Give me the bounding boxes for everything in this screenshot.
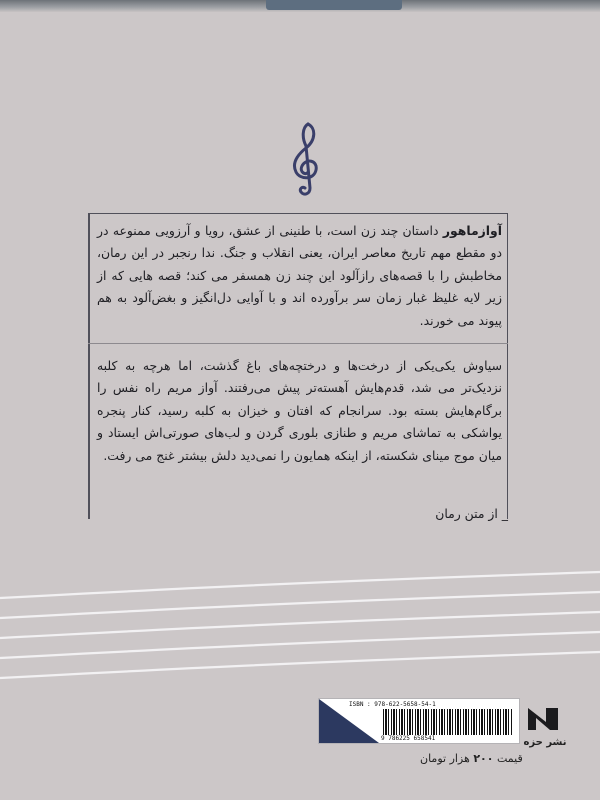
price-suffix: هزار تومان [420,752,470,765]
blurb-paragraph-excerpt: سیاوش یکی‌یکی از درخت‌ها و درختچه‌های باغ گذشت، اما هرچه به کلبه نزدیک‌تر می شد، قدم‌هایش آهسته‌تر پیش می‌رفتند. آواز مریم راه نفس را برگام‌هایش بسته بود. سرانجام که افتان و خیزان به کلبه رسید، کنار پنجره یواشکی به تماشای مریم و طنازی بلوری گردن و لب‌های صورتی‌اش ایستاد و میان موج مینای شکسته، از اینکه همایون را نمی‌دید دلش بیشتر غنج می رفت. [97,358,502,463]
price-value: ۲۰۰ [473,752,494,765]
top-band [0,0,600,12]
publisher-name: نشر حزه [523,737,567,748]
isbn-barcode-box [318,698,520,744]
excerpt-source: _ از متن رمان [435,506,508,521]
frame-left-edge [89,214,90,519]
publisher-logo-icon [524,704,562,734]
spine-mark [266,0,402,10]
novel-title: آوازماهور [442,223,502,238]
price-prefix: قیمت [496,752,523,765]
music-staff [0,560,600,700]
barcode [383,709,513,735]
summary-text: داستان چند زن است، با طنینی از عشق، رویا و آرزویی ممنوعه در دو مقطع مهم تاریخ معاصر ایران، یعنی انقلاب و جنگ. ندا رنجبر در این رمان، مخاطبش را با قصه‌های رازآلود این چند زن همسفر می کند؛ قصه هایی که از زیر لایه غلیظ غبار زمان سر برآورده اند و با آوایی دل‌انگیز و بغض‌آلود به هم پیوند می خورند. [97,223,502,328]
isbn-text: ISBN : 978-622-5658-54-1 [349,701,436,708]
blurb-divider [88,343,508,344]
barcode-digits: 9 786225 658541 [381,735,436,742]
blurb-paragraph-summary [97,220,502,332]
price-label [420,752,523,765]
staff-line-5 [0,652,600,678]
treble-clef-icon [286,118,326,198]
